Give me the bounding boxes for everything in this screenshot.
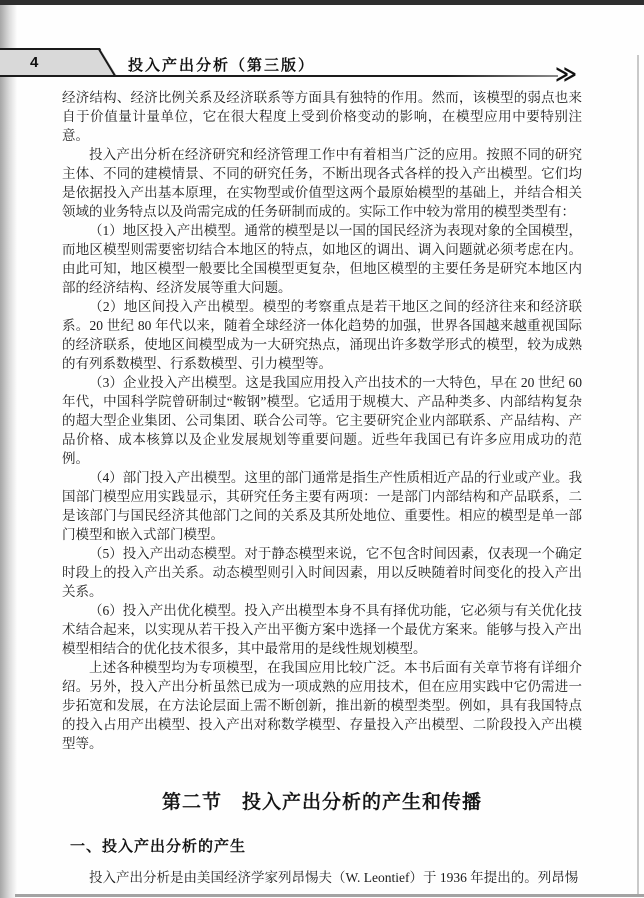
body-paragraph: （5）投入产出动态模型。对于静态模型来说，它不包含时间因素，仅表现一个确定时段上的投入产出关系。动态模型则引入时间因素，用以反映随着时间变化的投入产出关系。 (62, 546, 582, 599)
body-paragraph: 投入产出分析在经济研究和经济管理工作中有着相当广泛的应用。按照不同的研究主体、不同的建模情景、不同的研究任务，不断出现各式各样的投入产出模型。它们均是依据投入产出基本原理，在实物型或价值型这两个最原始模型的基础上，并结合相关领域的业务特点以及尚需完成的任务研制而成的。实际工作中较为常用的模型类型有： (62, 147, 582, 219)
subsection-heading: 一、投入产出分析的产生 (70, 838, 247, 855)
body-paragraph: （3）企业投入产出模型。这是我国应用投入产出技术的一大特色，早在 20 世纪 60 年代，中国科学院曾研制过“鞍钢”模型。它适用于规模大、产品种类多、内部结构复杂的超大型企业集团、公司集团、联合公司等。它主要研究企业内部联系、产品结构、产品价格、成本核算以及企业发展规划等重要问题。近些年我国已有许多应用成功的范例。 (62, 375, 582, 466)
scan-left-edge (0, 5, 17, 898)
page-number: 4 (30, 54, 39, 71)
body-paragraph: （2）地区间投入产出模型。模型的考察重点是若干地区之间的经济往来和经济联系。20 世纪 80 年代以来，随着全球经济一体化趋势的加强，世界各国越来越重视国际的经济联系，使地区间模型成为一大研究热点，涌现出许多数学形式的模型，较为成熟的有列系数模型、行系数模型、引力模型等。 (62, 299, 582, 371)
running-header (0, 48, 600, 86)
double-chevron-icon: ≫ (555, 63, 577, 86)
body-paragraph: （6）投入产出优化模型。投入产出模型本身不具有择优功能，它必须与有关优化技术结合起来，以实现从若干投入产出平衡方案中选择一个最优方案来。能够与投入产出模型相结合的优化技术很多，其中最常用的是线性规划模型。 (62, 603, 582, 656)
body-paragraph: 投入产出分析是由美国经济学家列昂惕夫（W. Leontief）于 1936 年提出的。列昂惕 (89, 870, 579, 885)
scan-bottom-edge (15, 894, 644, 897)
page-body (62, 88, 582, 887)
scan-right-edge (637, 55, 639, 894)
scan-top-edge (0, 0, 644, 5)
body-paragraph: 经济结构、经济比例关系及经济联系等方面具有独特的作用。然而，该模型的弱点也来自于价值量计量单位，它在很大程度上受到价格变动的影响，在模型应用中要特别注意。 (62, 90, 582, 143)
body-paragraph: （4）部门投入产出模型。这里的部门通常是指生产性质相近产品的行业或产业。我国部门模型应用实践显示，其研究任务主要有两项：一是部门内部结构和产品联系，二是该部门与国民经济其他部门之间的关系及其所处地位、重要性。相应的模型是单一部门模型和嵌入式部门模型。 (62, 470, 582, 542)
section-heading: 第二节 投入产出分析的产生和传播 (161, 792, 482, 813)
body-paragraph: 上述各种模型均为专项模型，在我国应用比较广泛。本书后面有关章节将有详细介绍。另外，投入产出分析虽然已成为一项成熟的应用技术，但在应用实践中它仍需进一步拓宽和发展，在方法论层面上需不断创新，推出新的模型类型。例如，具有我国特点的投入占用产出模型、投入产出对称数学模型、存量投入产出模型、二阶段投入产出模型等。 (62, 660, 582, 751)
book-title: 投入产出分析（第三版） (128, 57, 316, 74)
header-rule (0, 75, 558, 77)
body-paragraph: （1）地区投入产出模型。通常的模型是以一国的国民经济为表现对象的全国模型，而地区模型则需要密切结合本地区的特点，如地区的调出、调入问题就必须考虑在内。由此可知，地区模型一般要比全国模型更复杂，但地区模型的主要任务是研究本地区内部的经济结构、经济发展等重大问题。 (62, 223, 582, 295)
